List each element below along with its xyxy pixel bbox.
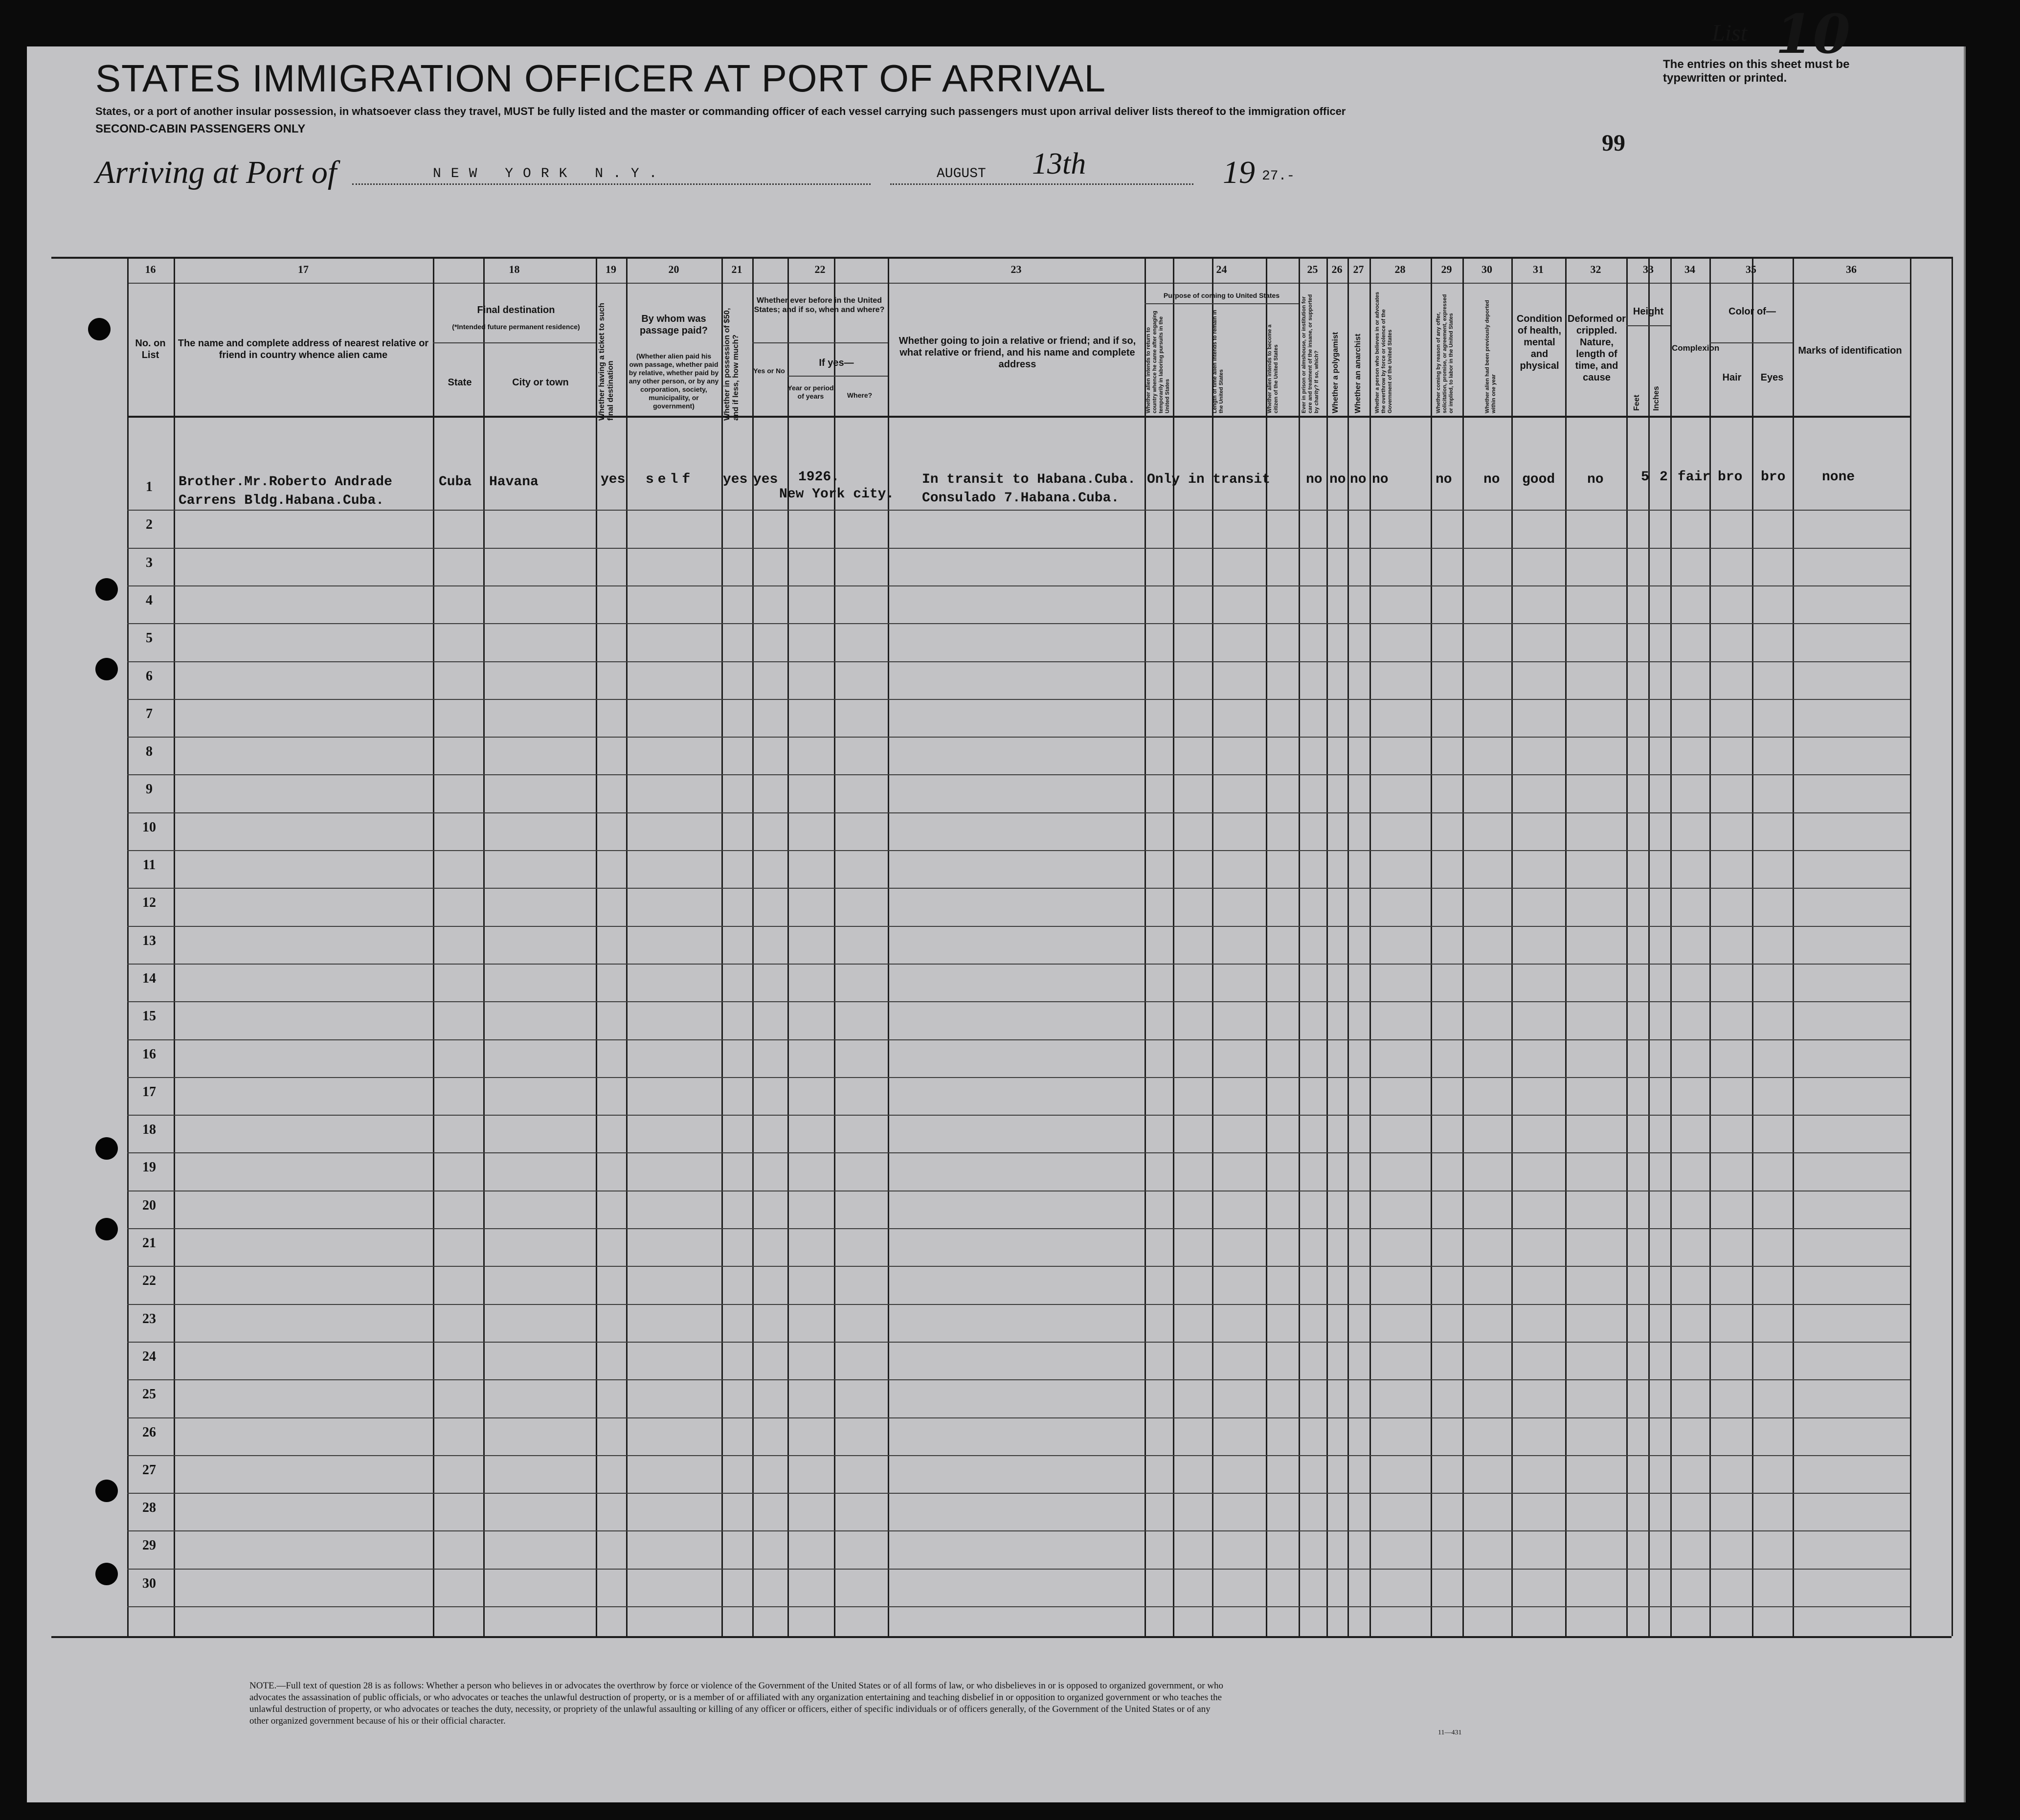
row-line bbox=[127, 1115, 1910, 1116]
header-labor-offer: Whether coming by reason of any offer, solicitation, promise, or agreement, expressed or implied, to labor in the United States bbox=[1436, 294, 1454, 413]
row-line bbox=[127, 926, 1910, 927]
header-money: Whether in possession of $50, and if less, how much? bbox=[723, 308, 740, 421]
header-if-yes: If yes— bbox=[819, 358, 854, 368]
entry-year: 1926. bbox=[798, 470, 840, 485]
row-number: 2 bbox=[146, 517, 153, 532]
column-number: 19 bbox=[606, 263, 616, 275]
header-eyes: Eyes bbox=[1760, 372, 1784, 383]
column-number: 30 bbox=[1481, 263, 1492, 275]
row-number: 12 bbox=[142, 895, 156, 910]
column-number: 21 bbox=[731, 263, 742, 275]
column-line bbox=[1752, 257, 1753, 1636]
header-overthrow: Whether a person who believes in or advocates the overthrow by force or violence of the Government of the United States bbox=[1374, 292, 1393, 413]
column-line bbox=[1511, 257, 1513, 1636]
subheader-line bbox=[787, 376, 888, 377]
header-purpose: Purpose of coming to United States bbox=[1163, 292, 1280, 299]
column-line bbox=[1431, 257, 1432, 1636]
row-line bbox=[127, 1077, 1910, 1078]
grid-top-line bbox=[51, 257, 1952, 259]
entry-hair: bro bbox=[1718, 470, 1743, 485]
date-dotline bbox=[890, 183, 1193, 185]
row-number: 3 bbox=[146, 555, 153, 570]
column-line bbox=[1173, 257, 1174, 1636]
column-line bbox=[888, 257, 889, 1636]
column-line bbox=[596, 257, 597, 1636]
entry-deformed: no bbox=[1587, 472, 1604, 487]
subheader-line bbox=[1145, 303, 1299, 304]
row-line bbox=[127, 1266, 1910, 1267]
row-line bbox=[127, 1001, 1910, 1002]
row-line bbox=[127, 661, 1910, 662]
entry-complexion: fair bbox=[1678, 470, 1711, 485]
column-line bbox=[834, 257, 835, 1636]
row-line bbox=[127, 1493, 1910, 1494]
row-number: 16 bbox=[142, 1047, 156, 1062]
header-final-destination: Final destination bbox=[477, 305, 555, 315]
entry-ticket: yes bbox=[601, 472, 626, 487]
row-line bbox=[127, 1228, 1910, 1229]
row-number: 21 bbox=[142, 1236, 156, 1251]
row-line bbox=[127, 1530, 1910, 1531]
entry-deported: no bbox=[1483, 472, 1500, 487]
row-number: 17 bbox=[142, 1084, 156, 1100]
header-height: Height bbox=[1633, 306, 1664, 317]
row-number: 7 bbox=[146, 706, 153, 721]
row-number: 8 bbox=[146, 744, 153, 759]
row-line bbox=[127, 623, 1910, 624]
column-line bbox=[127, 257, 129, 1636]
column-line bbox=[1299, 257, 1300, 1636]
row-line bbox=[127, 1606, 1910, 1607]
header-passage-paid: By whom was passage paid? bbox=[640, 314, 708, 336]
row-number: 15 bbox=[142, 1009, 156, 1024]
column-line bbox=[1565, 257, 1567, 1636]
column-number: 26 bbox=[1331, 263, 1343, 275]
header-join-relative: Whether going to join a relative or friend; and if so, what relative or friend, and his name and complete address bbox=[898, 336, 1136, 370]
page-title: STATES IMMIGRATION OFFICER AT PORT OF ARRIVAL bbox=[95, 57, 1106, 100]
row-line bbox=[127, 1379, 1910, 1380]
day-value: 13th bbox=[1032, 147, 1086, 180]
column-line bbox=[1266, 257, 1267, 1636]
row-line bbox=[127, 1342, 1910, 1343]
row-line bbox=[127, 510, 1910, 511]
column-number: 32 bbox=[1590, 263, 1601, 275]
column-line bbox=[1648, 257, 1650, 1636]
row-number: 30 bbox=[142, 1576, 156, 1591]
row-number: 4 bbox=[146, 593, 153, 608]
header-purpose-return: Whether alien intends to return to country whence he came after engaging temporarily in laboring pursuits in the United States bbox=[1145, 311, 1170, 413]
form-reference: 11—431 bbox=[1438, 1729, 1462, 1736]
row-line bbox=[127, 548, 1910, 549]
footer-note: NOTE.—Full text of question 28 is as follows: Whether a person who believes in or advocates the overthrow by force or violence of the Government of the United States or of all forms of law, or who disbelieves in or is opposed to organized government, or who advocates the assassination of public officials, or who advocates or teaches the unlawful destruction of property, or is a member of or affiliated with any organization entertaining and teaching disbelief in or opposition to organized government or who teaches the unlawful destruction of property, or who advocates or teaches the duty, necessity, or propriety of the unlawful assaulting or killing of any officer or officers, either of specific individuals or of officers generally, of the Government of the United States or of any other organized government because of his or their official character. bbox=[249, 1681, 1224, 1726]
punch-hole bbox=[88, 318, 111, 340]
subheader-line bbox=[433, 342, 596, 343]
subheader-line bbox=[1709, 342, 1793, 343]
column-number: 35 bbox=[1746, 263, 1756, 275]
port-value: NEW YORK N.Y. bbox=[433, 166, 667, 181]
instruction-text: States, or a port of another insular possession, in whatsoever class they travel, MUST be fully listed and the master or commanding officer of each vessel carrying such passengers must upon arrival deliver lists thereof to the immigration officer bbox=[95, 105, 1346, 117]
punch-hole bbox=[95, 1137, 118, 1160]
column-line bbox=[1709, 257, 1711, 1636]
column-line bbox=[1212, 257, 1213, 1636]
row-number: 5 bbox=[146, 630, 153, 646]
column-line bbox=[1347, 257, 1349, 1636]
header-anarchist: Whether an anarchist bbox=[1354, 334, 1362, 413]
list-label: List bbox=[1712, 20, 1748, 46]
row-number: 19 bbox=[142, 1160, 156, 1175]
column-line bbox=[1326, 257, 1328, 1636]
column-number: 20 bbox=[668, 263, 679, 275]
punch-hole bbox=[95, 1563, 118, 1585]
header-feet: Feet bbox=[1633, 395, 1641, 411]
entry-polygamist: no bbox=[1329, 472, 1346, 487]
header-hair: Hair bbox=[1722, 372, 1742, 383]
cabin-class: SECOND-CABIN PASSENGERS ONLY bbox=[95, 122, 306, 135]
row-number: 14 bbox=[142, 971, 156, 986]
row-number: 1 bbox=[146, 479, 153, 494]
column-number: 23 bbox=[1010, 263, 1022, 275]
grid-bottom-line bbox=[51, 1636, 1952, 1638]
punch-hole bbox=[95, 1218, 118, 1240]
header-inches: Inches bbox=[1652, 386, 1661, 411]
row-number: 6 bbox=[146, 669, 153, 684]
year-century: 19 bbox=[1223, 155, 1255, 190]
column-line bbox=[174, 257, 175, 1636]
row-number: 22 bbox=[142, 1273, 156, 1288]
header-ticket: Whether having a ticket to such final destination bbox=[598, 303, 615, 421]
row-number: 11 bbox=[142, 857, 156, 873]
entry-overthrow: no bbox=[1372, 472, 1389, 487]
row-line bbox=[127, 1417, 1910, 1418]
row-line bbox=[127, 888, 1910, 889]
row-line bbox=[127, 585, 1910, 586]
column-line bbox=[1793, 257, 1794, 1636]
column-number: 24 bbox=[1216, 263, 1227, 275]
row-number: 9 bbox=[146, 782, 153, 797]
entry-health: good bbox=[1522, 472, 1555, 487]
header-deformed: Deformed or crippled. Nature, length of time, and cause bbox=[1568, 314, 1626, 383]
column-line bbox=[1952, 257, 1953, 1636]
column-number: 34 bbox=[1684, 263, 1695, 275]
row-line bbox=[127, 850, 1910, 851]
header-yes-no: Yes or No bbox=[753, 367, 785, 375]
header-health: Condition of health, mental and physical bbox=[1516, 314, 1563, 371]
header-purpose-citizen: Whether alien intends to become a citizen of the United States bbox=[1267, 324, 1279, 413]
row-line bbox=[127, 699, 1910, 700]
header-complexion: Complexion bbox=[1672, 343, 1720, 353]
header-passage-paid-note: (Whether alien paid his own passage, whether paid by relative, whether paid by any other person, or by any corporation, society, municipality, or government) bbox=[628, 352, 719, 410]
subheader-line bbox=[752, 342, 888, 343]
header-purpose-length: Length of time alien intends to remain in the United States bbox=[1212, 310, 1224, 413]
column-number: 22 bbox=[814, 263, 826, 275]
column-line bbox=[1910, 257, 1911, 1636]
row-number: 18 bbox=[142, 1122, 156, 1137]
year-value: 27.- bbox=[1262, 169, 1295, 184]
column-number: 27 bbox=[1353, 263, 1364, 275]
row-line bbox=[127, 812, 1910, 813]
header-color: Color of— bbox=[1728, 306, 1776, 317]
entry-anarchist: no bbox=[1350, 472, 1367, 487]
row-number: 29 bbox=[142, 1538, 156, 1553]
entry-inches: 2 bbox=[1660, 470, 1668, 485]
header-deported: Whether alien had been previously deported within one year bbox=[1484, 300, 1497, 413]
row-number: 13 bbox=[142, 933, 156, 948]
column-line bbox=[1670, 257, 1672, 1636]
row-line bbox=[127, 737, 1910, 738]
entry-prison: no bbox=[1306, 472, 1323, 487]
row-line bbox=[127, 1569, 1910, 1570]
entry-before-in-us: yes bbox=[753, 472, 778, 487]
column-line bbox=[1462, 257, 1464, 1636]
header-bottom-line bbox=[127, 416, 1910, 418]
column-line bbox=[1145, 257, 1146, 1636]
row-line bbox=[127, 1152, 1910, 1153]
subheader-line bbox=[1626, 325, 1670, 326]
header-year: Year or period of years bbox=[787, 384, 834, 400]
column-line bbox=[752, 257, 754, 1636]
entry-purpose: Only in transit bbox=[1147, 472, 1271, 487]
entry-state: Cuba bbox=[439, 474, 472, 490]
row-number: 27 bbox=[142, 1462, 156, 1478]
entry-money: yes bbox=[723, 472, 748, 487]
row-number: 28 bbox=[142, 1500, 156, 1515]
header-city: City or town bbox=[512, 377, 569, 388]
header-polygamist: Whether a polygamist bbox=[1331, 332, 1340, 413]
header-relative: The name and complete address of nearest relative or friend in country whence alien came bbox=[178, 338, 429, 360]
header-no-on-list: No. on List bbox=[135, 338, 166, 360]
row-number: 23 bbox=[142, 1311, 156, 1326]
row-number: 24 bbox=[142, 1349, 156, 1364]
header-prison: Ever in prison or almshouse, or institution for care and treatment of the insane, or supported by charity? If so, which? bbox=[1301, 294, 1320, 413]
header-final-destination-note: (*Intended future permanent residence) bbox=[452, 323, 580, 331]
column-line bbox=[787, 257, 789, 1636]
entry-eyes: bro bbox=[1761, 470, 1786, 485]
column-number: 29 bbox=[1441, 263, 1452, 275]
column-number: 33 bbox=[1643, 263, 1654, 275]
column-number: 31 bbox=[1533, 263, 1544, 275]
row-number: 25 bbox=[142, 1387, 156, 1402]
column-number: 28 bbox=[1394, 263, 1406, 275]
entry-passage-paid: self bbox=[646, 472, 695, 487]
month-value: AUGUST bbox=[937, 166, 986, 181]
column-number: 18 bbox=[509, 263, 520, 275]
row-number: 10 bbox=[142, 820, 156, 835]
port-dotline bbox=[352, 183, 871, 185]
entry-join-line2: Consulado 7.Habana.Cuba. bbox=[922, 491, 1120, 506]
entry-marks: none bbox=[1822, 470, 1855, 485]
manifest-sheet bbox=[27, 46, 1966, 1802]
arriving-label: Arriving at Port of bbox=[95, 155, 337, 190]
header-where: Where? bbox=[847, 391, 873, 399]
column-line bbox=[483, 257, 485, 1636]
entry-relative-line2: Carrens Bldg.Habana.Cuba. bbox=[179, 493, 384, 508]
entry-city: Havana bbox=[489, 474, 539, 490]
row-line bbox=[127, 964, 1910, 965]
column-line bbox=[433, 257, 434, 1636]
row-line bbox=[127, 1304, 1910, 1305]
header-marks: Marks of identification bbox=[1798, 345, 1902, 356]
column-number: 17 bbox=[298, 263, 309, 275]
punch-hole bbox=[95, 1480, 118, 1502]
header-state: State bbox=[448, 377, 472, 388]
entry-feet: 5 bbox=[1641, 470, 1649, 485]
column-number-line bbox=[127, 283, 1910, 284]
entry-where: New York city. bbox=[779, 487, 895, 502]
column-number: 16 bbox=[145, 263, 156, 275]
column-number: 25 bbox=[1307, 263, 1318, 275]
list-note: The entries on this sheet must be typewritten or printed. bbox=[1663, 58, 1850, 85]
list-number: 10 bbox=[1775, 2, 1851, 66]
row-number: 26 bbox=[142, 1425, 156, 1440]
column-number: 36 bbox=[1846, 263, 1857, 275]
column-line bbox=[721, 257, 723, 1636]
row-number: 20 bbox=[142, 1198, 156, 1213]
entry-labor-offer: no bbox=[1436, 472, 1452, 487]
entry-join-line1: In transit to Habana.Cuba. bbox=[922, 472, 1136, 487]
punch-hole bbox=[95, 578, 118, 601]
row-line bbox=[127, 1455, 1910, 1456]
column-line bbox=[626, 257, 628, 1636]
column-line bbox=[1369, 257, 1371, 1636]
column-line bbox=[1626, 257, 1628, 1636]
punch-hole bbox=[95, 658, 118, 680]
row-line bbox=[127, 774, 1910, 775]
row-line bbox=[127, 1039, 1910, 1040]
page-number: 99 bbox=[1602, 130, 1625, 156]
header-before-in-us: Whether ever before in the United States; and if so, when and where? bbox=[754, 296, 885, 314]
entry-relative-line1: Brother.Mr.Roberto Andrade bbox=[179, 474, 392, 490]
